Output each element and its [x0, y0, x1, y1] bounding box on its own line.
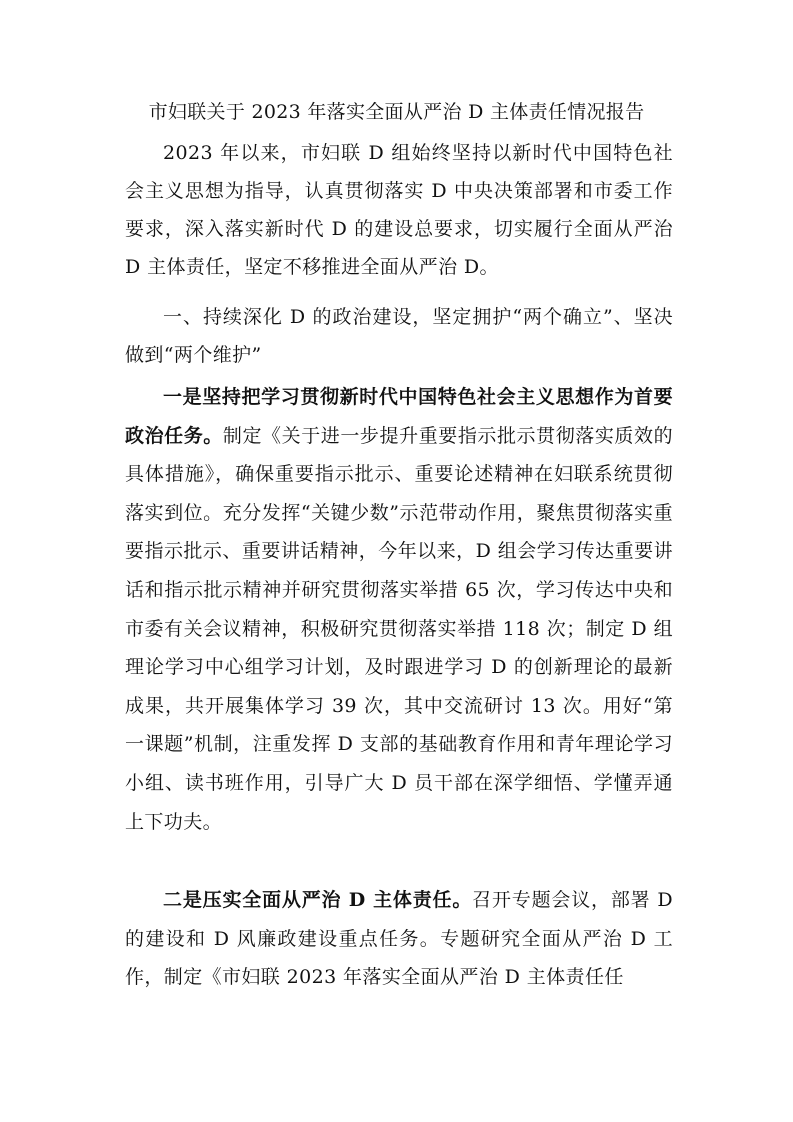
point-two-body: 召开专题会议，部署 D 的建设和 D 风廉政建设重点任务。专题研究全面从严治 D 工作，制定《市妇联 2023 年落实全面从严治 D 主体责任任 — [125, 889, 673, 989]
point-one-body: 制定《关于进一步提升重要指示批示贯彻落实质效的具体措施》，确保重要指示批示、重要论述精神在妇联系统贯彻落实到位。充分发挥“关键少数”示范带动作用，聚焦贯彻落实重要指示批示、重要讲话精神，今年以来，D 组会学习传达重要讲话和指示批示精神并研究贯彻落实举措 65 次，学习传达中央和市委有关会议精神，积极研究贯彻落实举措 118 次；制定 D 组理论学习中心组学习计划，及时跟进学习 D 的创新理论的最新成果，共开展集体学习 39 次，其中交流研讨 13 次。用好“第一课题”机制，注重发挥 D 支部的基础教育作用和青年理论学习小组、读书班作用，引导广大 D 员干部在深学细悟、学懂弄通上下功夫。 — [125, 424, 673, 833]
section-heading: 一、持续深化 D 的政治建设，坚定拥护“两个确立”、坚决做到“两个维护” — [125, 306, 673, 366]
document-title: 市妇联关于 2023 年落实全面从严治 D 主体责任情况报告 — [148, 101, 645, 123]
intro-paragraph: 2023 年以来，市妇联 D 组始终坚持以新时代中国特色社会主义思想为指导，认真贯彻落实 D 中央决策部署和市委工作要求，深入落实新时代 D 的建设总要求，切实履行全面从严治 D 主体责任，坚定不移推进全面从严治 D。 — [125, 142, 673, 278]
point-one-paragraph — [125, 378, 673, 841]
point-two-paragraph — [125, 881, 673, 997]
point-one-lead: 一是坚持把学习贯彻新时代中国特色社会主义思想作为首要政治任务。 — [125, 386, 673, 447]
point-two-lead: 二是压实全面从严治 D 主体责任。 — [163, 889, 473, 911]
